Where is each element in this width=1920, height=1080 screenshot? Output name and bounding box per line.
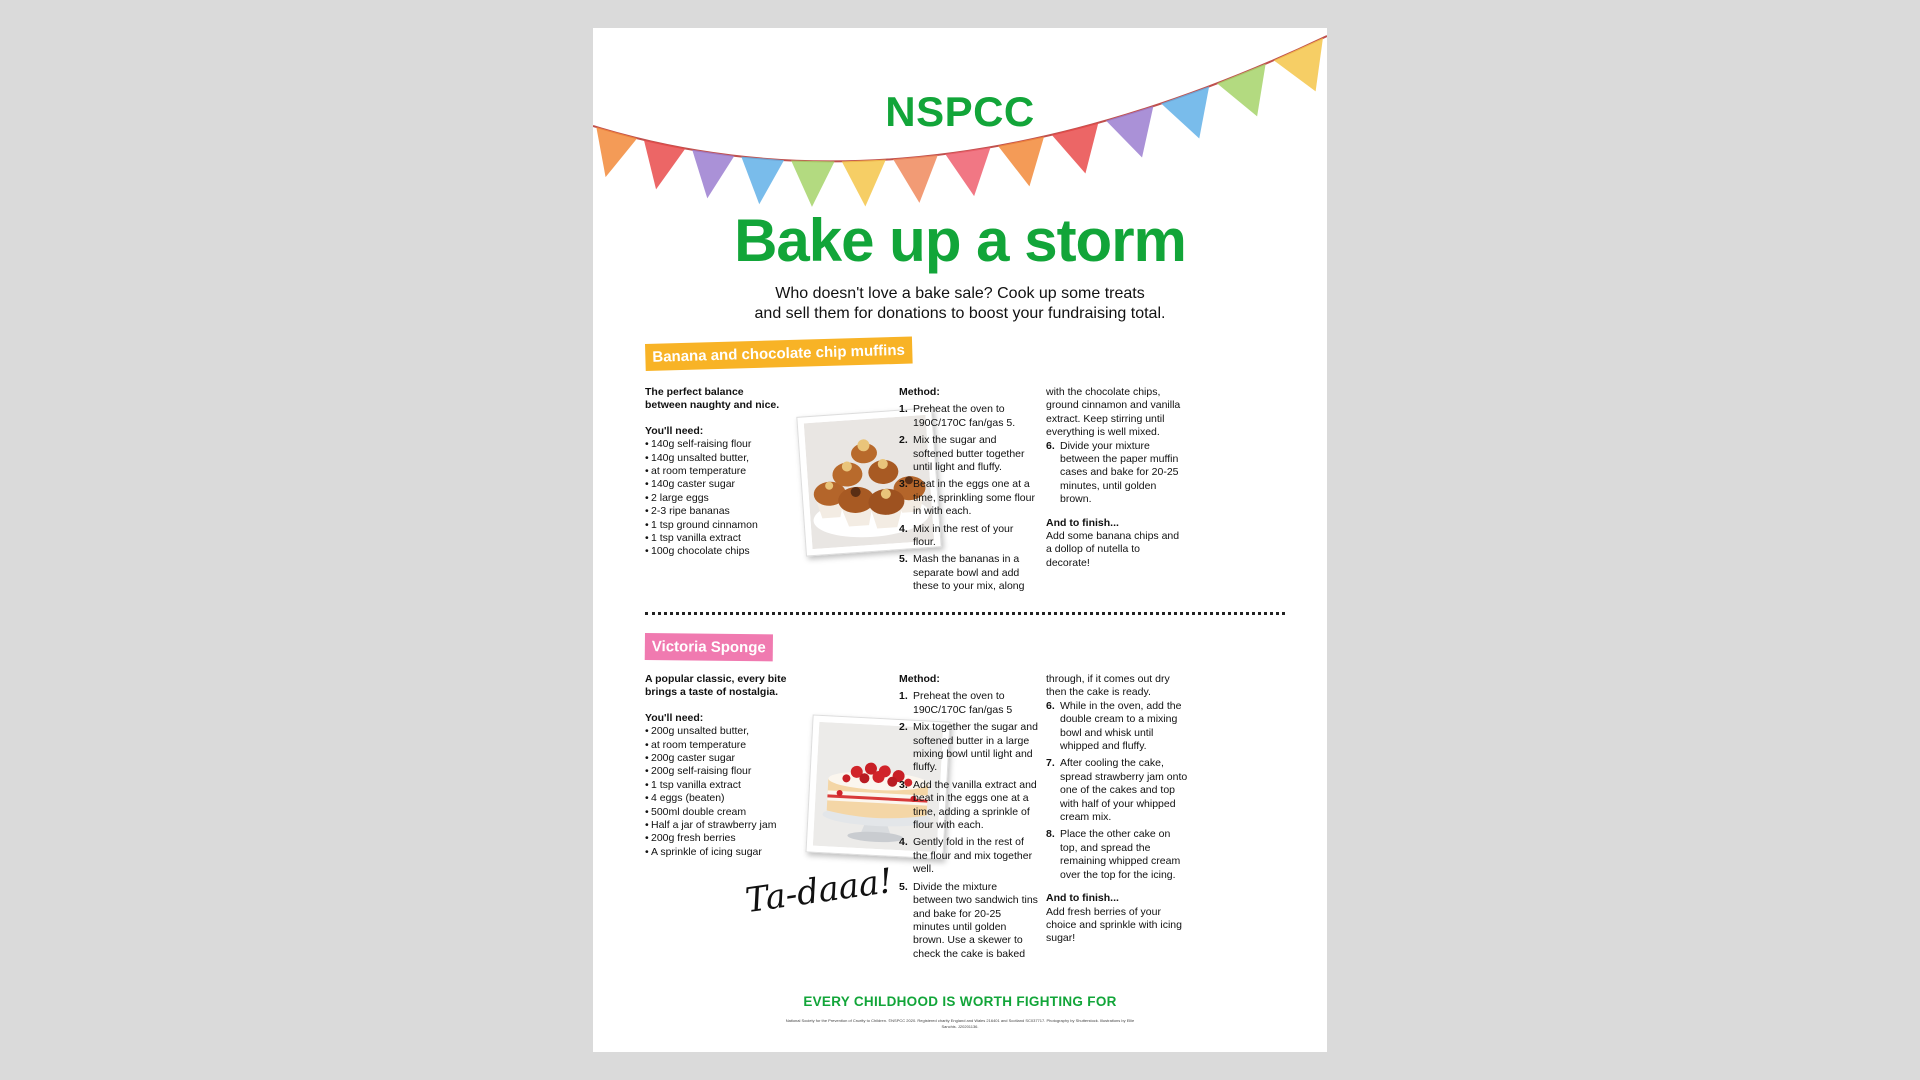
muffins-step5-continued: with the chocolate chips, ground cinnamon and vanilla extract. Keep stirring until everything is well mixed.	[1046, 386, 1181, 439]
list-item: 8. Place the other cake on top, and spread the remaining whipped cream over the top for the icing.	[1046, 828, 1181, 881]
muffins-steps	[899, 403, 1039, 593]
poster-sheet	[593, 28, 1327, 1052]
muffins-tagline: The perfect balance	[645, 386, 744, 398]
muffins-needs-label: You'll need:	[645, 424, 704, 437]
bunting-flag	[692, 150, 734, 199]
list-item: • 2 large eggs	[645, 492, 795, 505]
sponge-finish-label: And to finish...	[1046, 892, 1119, 905]
bunting-flag	[741, 157, 784, 205]
list-item: 6. While in the oven, add the double cream to a mixing bowl and whisk until whipped and fluffy.	[1046, 699, 1182, 753]
list-item: • 100g chocolate chips	[645, 545, 795, 558]
recipe-title-victoria-sponge: Victoria Sponge	[645, 633, 773, 661]
list-item: • 2-3 ripe bananas	[645, 505, 795, 518]
bunting-flag	[791, 160, 834, 206]
list-item: 7. After cooling the cake, spread strawberry jam onto one of the cakes and top with half of your whipped cream mix.	[1046, 757, 1188, 824]
sponge-tagline: brings a taste of nostalgia.	[645, 686, 779, 699]
sponge-finish-text: Add fresh berries of your choice and sprinkle with icing sugar!	[1046, 905, 1182, 945]
list-item: • 140g caster sugar	[645, 478, 795, 491]
footer-tagline: EVERY CHILDHOOD IS WORTH FIGHTING FOR	[803, 994, 1117, 1009]
bunting-flag	[893, 155, 938, 203]
muffins-method-column-2	[1046, 386, 1186, 570]
muffins-ingredient-list	[645, 438, 795, 559]
list-item: • 500ml double cream	[645, 806, 805, 819]
list-item: 5. Mash the bananas in a separate bowl and add these to your mix, along	[899, 553, 1025, 593]
list-item: • 140g self-raising flour	[645, 438, 795, 451]
muffins-ingredients-column	[645, 386, 795, 559]
muffins-tagline: between naughty and nice.	[645, 399, 780, 412]
sponge-ingredients-column	[645, 673, 805, 859]
list-item: 3. Beat in the eggs one at a time, sprinkling some flour in with each.	[899, 478, 1035, 518]
sponge-method-column	[899, 673, 1039, 965]
muffins-finish-text: Add some banana chips and a dollop of nutella to decorate!	[1046, 530, 1180, 569]
list-item: • 200g self-raising flour	[645, 765, 805, 778]
sponge-steps	[899, 690, 1039, 961]
recipe-title-muffins: Banana and chocolate chip muffins	[645, 337, 912, 371]
list-item: 2. Mix together the sugar and softened butter in a large mixing bowl until light and fluffy.	[899, 721, 1038, 774]
muffins-method-label: Method:	[899, 386, 940, 398]
intro-line: Who doesn't love a bake sale? Cook up some treats	[775, 285, 1145, 302]
page-title: Bake up a storm	[734, 207, 1186, 274]
intro-text	[593, 284, 1327, 324]
bunting-flag	[1274, 38, 1323, 91]
sponge-step5-continued: through, if it comes out dry then the cake is ready.	[1046, 673, 1170, 699]
section-divider	[645, 612, 1285, 615]
list-item: • Half a jar of strawberry jam	[645, 819, 805, 832]
muffins-method-column	[899, 386, 1039, 598]
handwritten-tadaa: Ta-daaa!	[742, 860, 896, 922]
list-item: 5. Divide the mixture between two sandwich tins and bake for 20-25 minutes until golden brown. Use a skewer to check the cake is baked	[899, 880, 1038, 960]
sponge-steps-cont	[1046, 700, 1188, 882]
sponge-method-label: Method:	[899, 673, 940, 685]
list-item: 1. Preheat the oven to 190C/170C fan/gas 5	[899, 690, 1013, 716]
list-item: • 4 eggs (beaten)	[645, 792, 805, 805]
muffins-finish-label: And to finish...	[1046, 516, 1119, 529]
muffins-steps-cont	[1046, 440, 1186, 507]
list-item: • A sprinkle of icing sugar	[645, 846, 805, 859]
list-item: • 1 tsp ground cinnamon	[645, 519, 795, 532]
bunting-flag	[842, 160, 886, 207]
list-item: • 200g fresh berries	[645, 832, 805, 845]
list-item: • 140g unsalted butter,	[645, 452, 795, 465]
nspcc-logo: NSPCC	[885, 88, 1035, 135]
list-item: • 200g caster sugar	[645, 752, 805, 765]
list-item: 3. Add the vanilla extract and beat in the eggs one at a time, adding a sprinkle of flour with each.	[899, 778, 1037, 832]
list-item: • 1 tsp vanilla extract	[645, 532, 795, 545]
bunting-flag	[644, 140, 686, 189]
sponge-ingredient-list	[645, 725, 805, 859]
list-item: • at room temperature	[645, 465, 795, 478]
list-item: • 200g unsalted butter,	[645, 725, 805, 738]
intro-line: and sell them for donations to boost your fundraising total.	[754, 305, 1166, 322]
sponge-tagline: A popular classic, every bite	[645, 673, 787, 685]
list-item: 6. Divide your mixture between the paper muffin cases and bake for 20-25 minutes, until golden brown.	[1046, 439, 1179, 506]
sponge-needs-label: You'll need:	[645, 711, 704, 724]
list-item: 4. Mix in the rest of your flour.	[899, 522, 1014, 549]
sponge-method-column-2	[1046, 673, 1188, 946]
list-item: 1. Preheat the oven to 190C/170C fan/gas 5.	[899, 403, 1016, 429]
list-item: 2. Mix the sugar and softened butter together until light and fluffy.	[899, 434, 1025, 474]
list-item: • at room temperature	[645, 739, 805, 752]
list-item: 4. Gently fold in the rest of the flour and mix together well.	[899, 836, 1033, 876]
bunting-flag	[945, 147, 990, 196]
list-item: • 1 tsp vanilla extract	[645, 779, 805, 792]
footer-fine-print: National Society for the Prevention of Cruelty to Children. ©NSPCC 2020. Registered charity England and Wales 216401 and Scotland SC037717. Photography by Shutterstock. Illustrations by Ellie Sanchis. J20201136.	[785, 1018, 1135, 1029]
